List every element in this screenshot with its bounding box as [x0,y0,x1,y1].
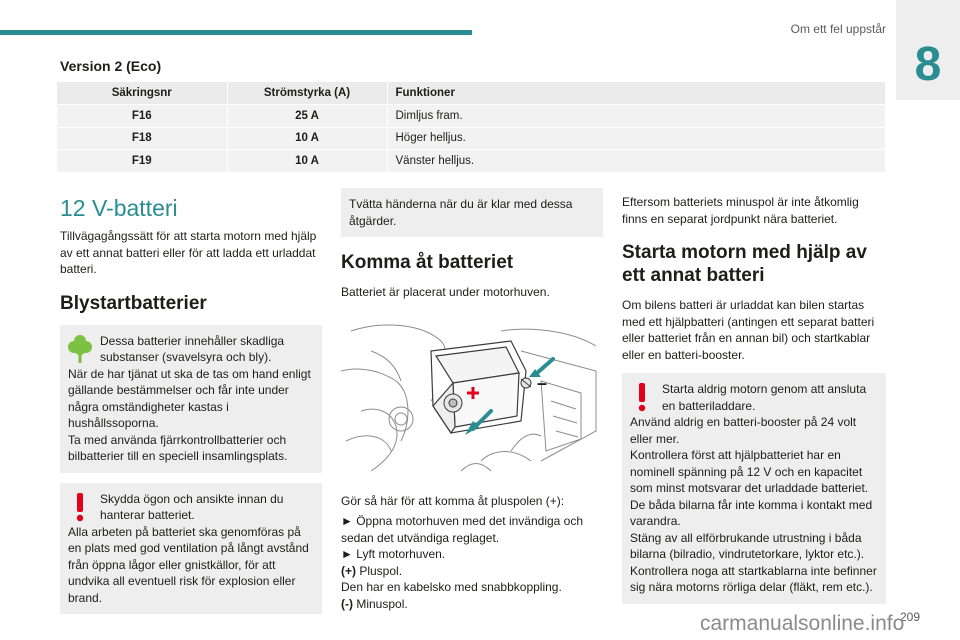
engine-bay-illustration [341,311,603,479]
minus-terminal-text: Minuspol. [353,596,408,611]
ground-point-note: Eftersom batteriets minuspol är inte åtkomlig finns en separat jordpunkt nära batteriet. [622,195,859,226]
step-lift-hood: ► Lyft motorhuven. [341,547,446,561]
column-header: Strömstyrka (A) [227,82,387,105]
minus-terminal-line [341,596,603,613]
minus-terminal-label: – [537,372,548,393]
page-number: 209 [900,610,921,624]
warning-box [622,373,886,604]
fuse-amperage: 10 A [227,150,387,173]
warning-box [60,483,322,615]
column-battery-intro [60,188,322,624]
plus-terminal-line [341,563,603,580]
steps-intro: Gör så här för att komma åt pluspolen (+): [341,493,565,508]
warning-first: Starta aldrig motorn genom att ansluta en batteriladdare. [662,382,867,413]
plus-terminal-note: Den har en kabelsko med snabbkoppling. [341,580,562,594]
jump-start-intro: Om bilens batteri är urladdat kan bilen startas med ett hjälpbatteri (antingen ett separat batteri eller batteriet från en annan bil) och startkablar eller en batteri-booster. [622,298,875,362]
column-access-battery [341,188,603,612]
plus-terminal-symbol: (+) [341,563,356,578]
column-header: Säkringsnr [57,82,227,105]
fuse-table [57,82,886,173]
table-row [57,127,886,150]
fuse-amperage: 25 A [227,105,387,128]
column-jump-start [622,188,886,614]
minus-terminal-symbol: (-) [341,596,353,611]
fuse-function: Höger helljus. [387,127,886,150]
fuse-section-title: Version 2 (Eco) [60,58,162,74]
environment-note-box [60,325,322,473]
warning-exclamation-icon [68,491,92,523]
plus-terminal-text: Pluspol. [356,563,403,578]
fuse-function: Vänster helljus. [387,150,886,173]
chapter-title: Om ett fel uppstår [790,22,886,36]
fuse-amperage: 10 A [227,127,387,150]
fuse-number: F18 [57,127,227,150]
chapter-number: 8 [914,38,942,91]
watermark: carmanualsonline.info [700,612,905,635]
table-row [57,105,886,128]
warning-body: Använd aldrig en batteri-booster på 24 volt eller mer. Kontrollera först att hjälpbatteriet har en nominell spänning på 12 V och en kapacitet som minst motsvarar det urladdade batteriet. De båda bilarna får inte komma i kontakt med varandra. Stäng av all elförbrukande utrustning i båda bilarna (bilradio, vindrutetorkare, lyktor etc.). Kontrollera noga att startkablarna inte befinner sig nära motorns rörliga delar (fläkt, rem etc.). [630,415,877,594]
column-header: Funktioner [387,82,886,105]
warning-first: Skydda ögon och ansikte innan du hanterar batteriet. [100,491,284,522]
environment-note-first: Dessa batterier innehåller skadliga substanser (svavelsyra och bly). [100,333,285,364]
warning-body: Alla arbeten på batteriet ska genomföras på en plats med god ventilation på långt avstånd från öppna lågor eller gnistkällor, för att undvika all eventuell risk för explosion eller brand. [68,524,309,605]
environment-note-body: När de har tjänat ut ska de tas om hand enligt gällande bestämmelser och får inte under några omständigheter kastas i hushållssoporna. Ta med använda fjärrkontrollbatterier och bilbatterier till en speciell insamlingsplats. [68,366,311,463]
warning-exclamation-icon [630,381,654,413]
fuse-function: Dimljus fram. [387,105,886,128]
environment-tree-icon [68,333,92,365]
access-battery-heading: Komma åt batteriet [341,252,514,273]
battery-intro: Tillvägagångssätt för att starta motorn med hjälp av ett annat batteri eller för att ladda ett urladdat batteri. [60,229,317,276]
chapter-tab [896,0,960,100]
table-row [57,150,886,173]
engine-bay-drawing [341,311,603,479]
battery-heading: 12 V-batteri [60,195,178,221]
access-battery-intro: Batteriet är placerat under motorhuven. [341,285,550,299]
fuse-number: F19 [57,150,227,173]
jump-start-heading: Starta motorn med hjälp av ett annat batteri [622,242,867,286]
fuse-number: F16 [57,105,227,128]
wash-hands-text: Tvätta händerna när du är klar med dessa åtgärder. [349,197,573,228]
lead-acid-heading: Blystartbatterier [60,292,207,314]
table-header-row [57,82,886,105]
step-open-hood: ► Öppna motorhuven med det invändiga och sedan det utvändiga reglaget. [341,514,584,545]
wash-hands-box [341,188,603,237]
header-accent-bar [0,30,472,35]
